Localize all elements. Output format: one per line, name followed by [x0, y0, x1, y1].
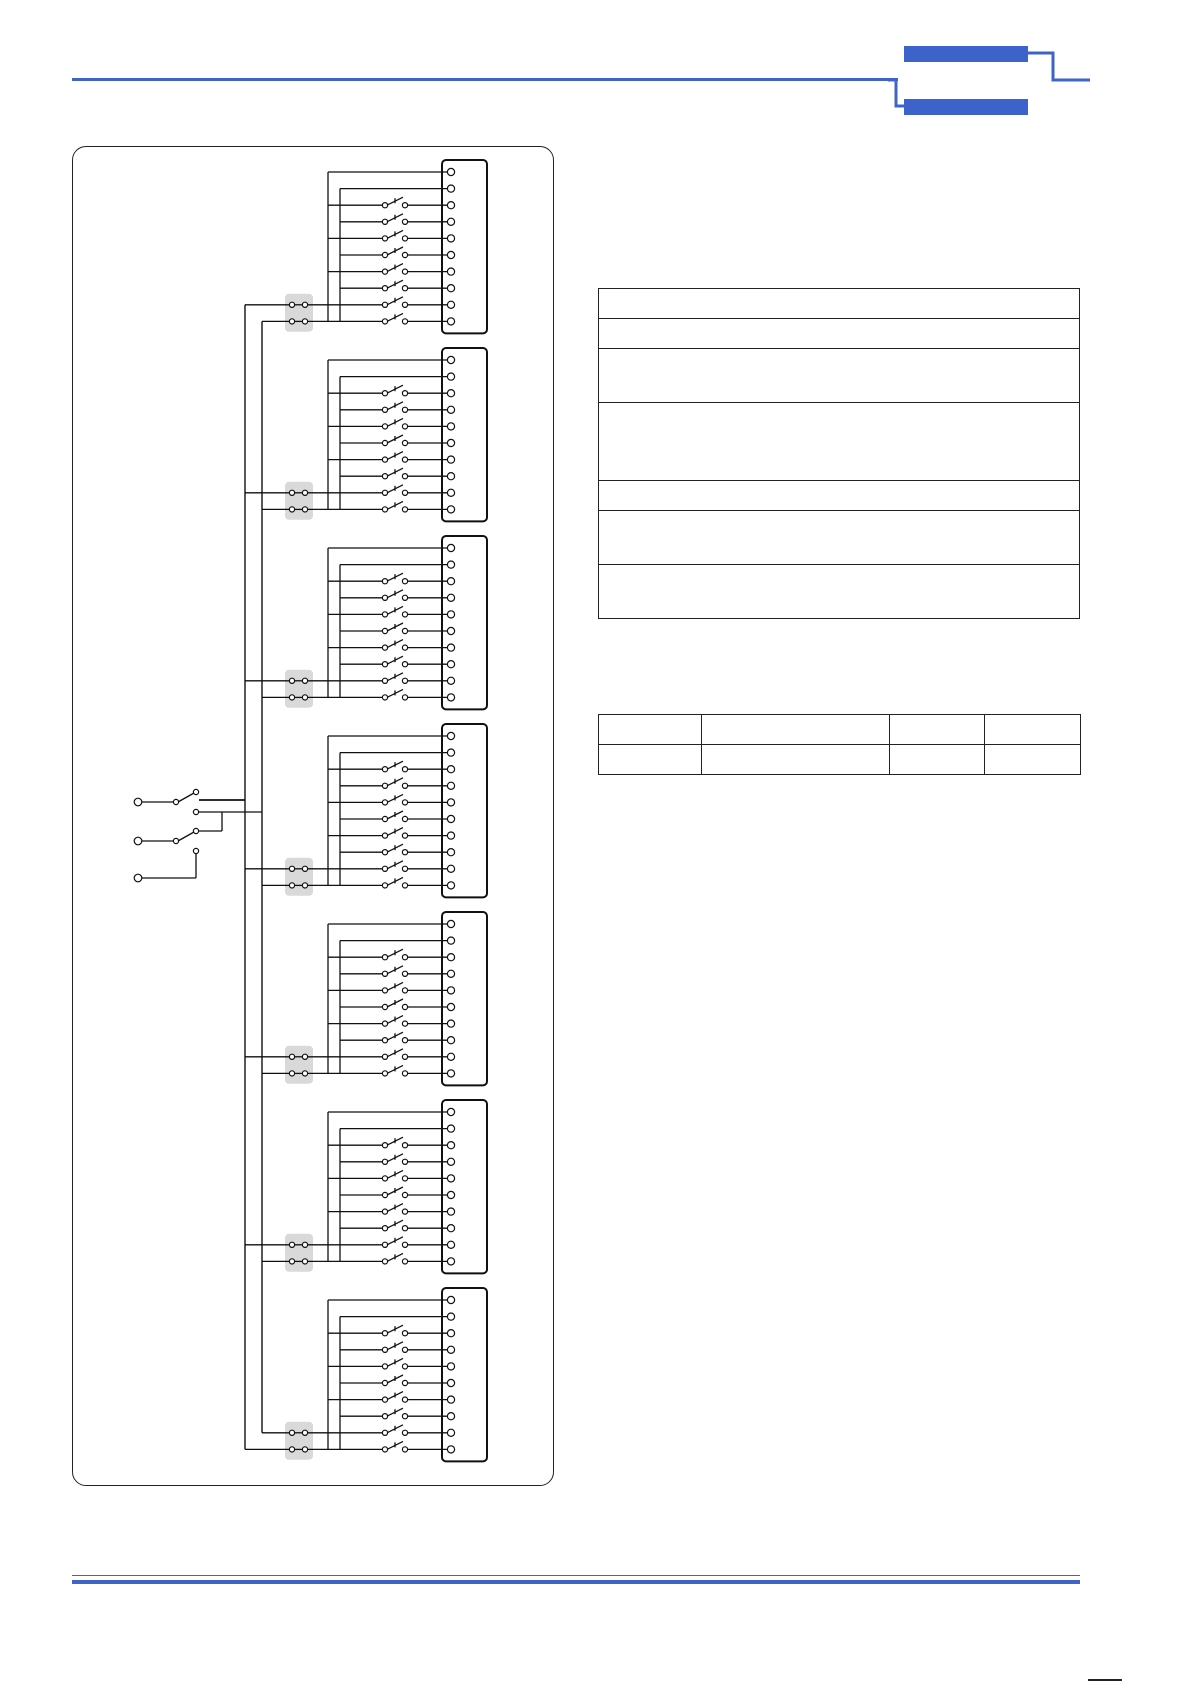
switch-node	[382, 457, 387, 462]
switch-node	[402, 866, 407, 871]
footer-rule-thin	[72, 1575, 1080, 1576]
common-node	[289, 1447, 294, 1452]
common-contact-pad	[285, 482, 313, 520]
spec-table-row	[599, 481, 1080, 511]
terminal-node	[447, 489, 454, 496]
switch-node	[382, 833, 387, 838]
switch-node	[382, 252, 387, 257]
terminal-node	[447, 611, 454, 618]
switch-node	[382, 1430, 387, 1435]
terminal-node	[447, 594, 454, 601]
terminal-node	[447, 561, 454, 568]
common-node	[289, 1071, 294, 1076]
switch-node	[402, 1176, 407, 1181]
switch-node	[402, 628, 407, 633]
switch-node	[382, 219, 387, 224]
switch-node	[402, 1054, 407, 1059]
terminal-node	[447, 987, 454, 994]
header-tab-bottom	[904, 99, 1028, 115]
switch-node	[402, 816, 407, 821]
switch-node	[402, 971, 407, 976]
terminal-node	[447, 1070, 454, 1077]
switch-node	[382, 1364, 387, 1369]
terminal-node	[447, 202, 454, 209]
switch-node	[402, 833, 407, 838]
switch-node	[382, 595, 387, 600]
switch-node	[382, 269, 387, 274]
switch-node	[382, 800, 387, 805]
terminal-node	[447, 268, 454, 275]
switch-node	[402, 236, 407, 241]
switch-node	[382, 507, 387, 512]
switch-node	[402, 1004, 407, 1009]
terminal-node	[447, 1258, 454, 1265]
switch-node	[382, 490, 387, 495]
terminal-node	[447, 185, 454, 192]
switch-node	[402, 579, 407, 584]
switch-node	[382, 1347, 387, 1352]
input-terminal	[134, 837, 142, 845]
terminal-node	[447, 1296, 454, 1303]
wiring-diagram	[72, 146, 554, 1486]
switch-node	[402, 1380, 407, 1385]
switch-node	[382, 1242, 387, 1247]
common-node	[289, 490, 294, 495]
common-contact-pad	[285, 1046, 313, 1084]
common-node	[302, 1430, 307, 1435]
common-node	[302, 1259, 307, 1264]
selector-node	[193, 848, 198, 853]
switch-node	[382, 767, 387, 772]
summary-table-row	[599, 715, 1081, 745]
spec-table-row	[599, 349, 1080, 403]
switch-node	[402, 988, 407, 993]
terminal-node	[447, 644, 454, 651]
common-node	[302, 695, 307, 700]
common-node	[289, 319, 294, 324]
switch-node	[382, 1143, 387, 1148]
common-contact-pad	[285, 670, 313, 708]
spec-table-body	[599, 289, 1080, 619]
switch-node	[402, 507, 407, 512]
selector-blade	[178, 832, 194, 841]
switch-node	[382, 883, 387, 888]
switch-node	[382, 1021, 387, 1026]
switch-node	[402, 767, 407, 772]
switch-node	[382, 1331, 387, 1336]
terminal-node	[447, 815, 454, 822]
switch-node	[402, 1364, 407, 1369]
terminal-node	[447, 1363, 454, 1370]
switch-node	[402, 1209, 407, 1214]
common-contact-pad	[285, 858, 313, 896]
common-node	[289, 1054, 294, 1059]
common-node	[289, 695, 294, 700]
switch-node	[402, 286, 407, 291]
selector-node	[173, 838, 178, 843]
switch-node	[402, 1331, 407, 1336]
switch-node	[382, 407, 387, 412]
switch-node	[382, 850, 387, 855]
switch-node	[382, 319, 387, 324]
switch-node	[382, 971, 387, 976]
switch-node	[382, 424, 387, 429]
switch-node	[402, 1347, 407, 1352]
terminal-node	[447, 849, 454, 856]
terminal-node	[447, 782, 454, 789]
terminal-node	[447, 882, 454, 889]
terminal-node	[447, 954, 454, 961]
common-node	[289, 1430, 294, 1435]
terminal-node	[447, 1429, 454, 1436]
switch-node	[402, 424, 407, 429]
switch-node	[382, 1209, 387, 1214]
terminal-node	[447, 251, 454, 258]
terminal-node	[447, 627, 454, 634]
switch-node	[402, 1143, 407, 1148]
summary-table-cell	[985, 745, 1081, 775]
terminal-node	[447, 1053, 454, 1060]
switch-node	[402, 203, 407, 208]
terminal-node	[447, 423, 454, 430]
terminal-node	[447, 920, 454, 927]
terminal-node	[447, 1241, 454, 1248]
switch-node	[402, 850, 407, 855]
switch-node	[402, 219, 407, 224]
selector-blade	[178, 793, 194, 802]
terminal-node	[447, 732, 454, 739]
switch-node	[382, 612, 387, 617]
terminal-node	[447, 506, 454, 513]
terminal-node	[447, 1108, 454, 1115]
spec-table-cell	[599, 481, 1080, 511]
terminal-node	[447, 766, 454, 773]
switch-node	[402, 662, 407, 667]
terminal-node	[447, 1191, 454, 1198]
summary-table-cell	[890, 715, 985, 745]
switch-node	[402, 1192, 407, 1197]
terminal-node	[447, 1313, 454, 1320]
spec-table-row	[599, 511, 1080, 565]
switch-node	[382, 628, 387, 633]
switch-node	[382, 1071, 387, 1076]
switch-node	[402, 783, 407, 788]
switch-node	[382, 286, 387, 291]
terminal-node	[447, 373, 454, 380]
switch-node	[382, 1414, 387, 1419]
switch-node	[382, 866, 387, 871]
spec-table-cell	[599, 349, 1080, 403]
switch-node	[382, 440, 387, 445]
terminal-node	[447, 1125, 454, 1132]
common-node	[289, 507, 294, 512]
common-contact-pad	[285, 294, 313, 332]
page-marker	[1088, 1679, 1122, 1681]
terminal-node	[447, 456, 454, 463]
terminal-node	[447, 1413, 454, 1420]
summary-table-cell	[599, 715, 702, 745]
terminal-node	[447, 390, 454, 397]
summary-table-row	[599, 745, 1081, 775]
switch-node	[382, 1380, 387, 1385]
switch-node	[402, 1447, 407, 1452]
terminal-node	[447, 473, 454, 480]
switch-node	[382, 695, 387, 700]
terminal-node	[447, 1175, 454, 1182]
switch-node	[382, 1054, 387, 1059]
switch-node	[402, 645, 407, 650]
terminal-node	[447, 694, 454, 701]
switch-node	[402, 457, 407, 462]
common-node	[302, 678, 307, 683]
switch-node	[402, 269, 407, 274]
terminal-node	[447, 1446, 454, 1453]
terminal-node	[447, 865, 454, 872]
switch-node	[402, 1397, 407, 1402]
selector-node	[193, 828, 198, 833]
spec-table-row	[599, 403, 1080, 481]
switch-node	[382, 1176, 387, 1181]
spec-table-row	[599, 319, 1080, 349]
common-node	[302, 302, 307, 307]
switch-node	[402, 1242, 407, 1247]
common-node	[302, 1447, 307, 1452]
input-terminal	[134, 874, 142, 882]
switch-node	[382, 988, 387, 993]
terminal-node	[447, 168, 454, 175]
common-contact-pad	[285, 1422, 313, 1460]
summary-table-cell	[599, 745, 702, 775]
switch-node	[402, 490, 407, 495]
terminal-node	[447, 1346, 454, 1353]
switch-node	[382, 1259, 387, 1264]
terminal-node	[447, 235, 454, 242]
switch-node	[382, 1447, 387, 1452]
switch-node	[402, 1226, 407, 1231]
common-node	[289, 678, 294, 683]
common-node	[289, 1242, 294, 1247]
switch-node	[402, 1414, 407, 1419]
terminal-node	[447, 677, 454, 684]
spec-table-cell	[599, 289, 1080, 319]
common-node	[302, 1242, 307, 1247]
switch-node	[402, 440, 407, 445]
switch-node	[402, 1430, 407, 1435]
terminal-node	[447, 301, 454, 308]
common-node	[302, 1071, 307, 1076]
switch-node	[382, 302, 387, 307]
header-rule	[72, 78, 898, 81]
terminal-node	[447, 1158, 454, 1165]
common-node	[302, 883, 307, 888]
switch-node	[402, 1259, 407, 1264]
switch-node	[402, 612, 407, 617]
selector-node	[193, 809, 198, 814]
summary-table	[598, 714, 1081, 775]
switch-node	[382, 1038, 387, 1043]
switch-node	[402, 1071, 407, 1076]
summary-table-cell	[985, 715, 1081, 745]
terminal-node	[447, 218, 454, 225]
spec-table-cell	[599, 511, 1080, 565]
switch-node	[382, 236, 387, 241]
common-node	[289, 302, 294, 307]
common-node	[302, 507, 307, 512]
switch-node	[382, 474, 387, 479]
switch-node	[402, 391, 407, 396]
header-tab-top	[904, 46, 1028, 62]
summary-table-body	[599, 715, 1081, 775]
spec-table	[598, 288, 1080, 619]
switch-node	[382, 203, 387, 208]
terminal-node	[447, 1037, 454, 1044]
terminal-node	[447, 937, 454, 944]
spec-table-row	[599, 289, 1080, 319]
switch-node	[382, 662, 387, 667]
spec-table-row	[599, 565, 1080, 619]
common-node	[302, 866, 307, 871]
switch-node	[382, 678, 387, 683]
common-node	[302, 1054, 307, 1059]
terminal-node	[447, 1225, 454, 1232]
switch-node	[402, 319, 407, 324]
common-node	[302, 319, 307, 324]
terminal-node	[447, 1208, 454, 1215]
switch-node	[382, 783, 387, 788]
switch-node	[402, 595, 407, 600]
common-node	[289, 883, 294, 888]
common-node	[289, 866, 294, 871]
terminal-node	[447, 832, 454, 839]
terminal-node	[447, 544, 454, 551]
switch-node	[402, 695, 407, 700]
common-contact-pad	[285, 1234, 313, 1272]
common-node	[302, 490, 307, 495]
terminal-node	[447, 1003, 454, 1010]
switch-node	[402, 302, 407, 307]
footer-rule-thick	[72, 1580, 1080, 1584]
switch-node	[402, 883, 407, 888]
terminal-node	[447, 970, 454, 977]
terminal-node	[447, 318, 454, 325]
terminal-node	[447, 356, 454, 363]
switch-node	[402, 252, 407, 257]
terminal-node	[447, 578, 454, 585]
header-bracket	[0, 0, 1192, 140]
input-terminal	[134, 798, 142, 806]
switch-node	[382, 1004, 387, 1009]
terminal-node	[447, 406, 454, 413]
common-node	[289, 1259, 294, 1264]
switch-node	[382, 1226, 387, 1231]
switch-node	[402, 955, 407, 960]
switch-node	[402, 1021, 407, 1026]
terminal-node	[447, 1142, 454, 1149]
summary-table-cell	[890, 745, 985, 775]
switch-node	[382, 645, 387, 650]
terminal-node	[447, 799, 454, 806]
switch-node	[402, 474, 407, 479]
switch-node	[402, 800, 407, 805]
terminal-node	[447, 661, 454, 668]
terminal-node	[447, 749, 454, 756]
switch-node	[402, 1038, 407, 1043]
switch-node	[382, 1192, 387, 1197]
summary-table-cell	[702, 715, 890, 745]
terminal-node	[447, 285, 454, 292]
switch-node	[382, 391, 387, 396]
spec-table-cell	[599, 319, 1080, 349]
switch-node	[402, 1159, 407, 1164]
spec-table-cell	[599, 403, 1080, 481]
terminal-node	[447, 1396, 454, 1403]
selector-node	[173, 799, 178, 804]
switch-node	[382, 579, 387, 584]
spec-table-cell	[599, 565, 1080, 619]
switch-node	[382, 816, 387, 821]
terminal-node	[447, 1379, 454, 1386]
terminal-node	[447, 1330, 454, 1337]
selector-node	[193, 789, 198, 794]
terminal-node	[447, 1020, 454, 1027]
switch-node	[402, 407, 407, 412]
summary-table-cell	[702, 745, 890, 775]
switch-node	[402, 678, 407, 683]
switch-node	[382, 955, 387, 960]
switch-node	[382, 1159, 387, 1164]
terminal-node	[447, 439, 454, 446]
switch-node	[382, 1397, 387, 1402]
